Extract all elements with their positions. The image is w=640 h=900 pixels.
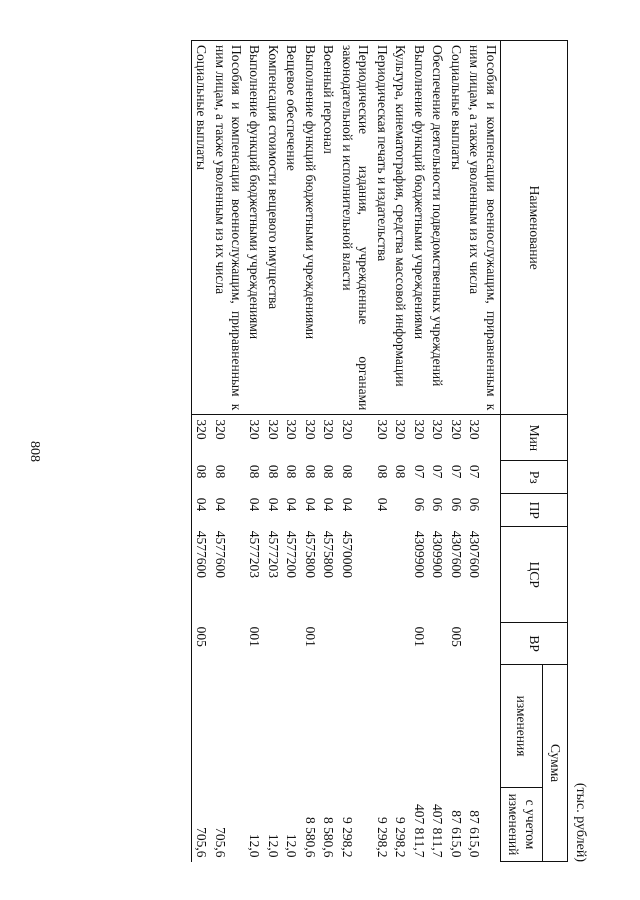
- table-body: [191, 41, 500, 862]
- row-min: 320: [302, 419, 318, 440]
- row-csr: 4307600: [448, 530, 464, 579]
- row-total: 87 615,0: [448, 810, 464, 858]
- row-vr: [319, 623, 337, 665]
- header-pr: ПР: [500, 494, 567, 527]
- row-min: 320: [265, 419, 281, 440]
- row-name: Пособия и компенсации военнослужащим, приравненным к ним лицам, а также уволенным из их числа: [210, 41, 245, 415]
- rotated-page: [42, 10, 602, 890]
- row-vr: [428, 623, 446, 665]
- row-vr: [337, 623, 372, 665]
- row-rz: 08: [212, 464, 228, 479]
- row-rz: 08: [265, 464, 281, 479]
- table-row: [372, 41, 390, 862]
- table-row: [465, 41, 500, 862]
- row-change: [372, 665, 390, 788]
- row-min: 320: [374, 419, 390, 440]
- row-csr: 4309900: [430, 530, 446, 579]
- row-csr: 4577203: [247, 530, 263, 579]
- row-rz: 07: [467, 464, 483, 479]
- row-name: Периодические издания, учрежденные органами законодательной и исполнительной власти: [337, 41, 372, 415]
- row-change: [300, 665, 318, 788]
- row-vr: 005: [448, 626, 464, 647]
- row-pr: 04: [374, 497, 390, 512]
- row-rz: 08: [321, 464, 337, 479]
- table-row: [191, 41, 210, 862]
- row-name: Обеспечение деятельности подведомственных учреждений: [428, 41, 446, 415]
- row-total: 9 298,2: [393, 817, 409, 858]
- row-vr: [264, 623, 282, 665]
- row-total: 8 580,6: [302, 817, 318, 858]
- row-pr: 04: [339, 497, 355, 512]
- page-number: 808: [27, 441, 42, 462]
- row-pr: 04: [247, 497, 263, 512]
- row-total: 705,6: [191, 787, 210, 861]
- table-row: [210, 41, 245, 862]
- row-name: Периодическая печать и издательства: [372, 41, 390, 415]
- row-change: [245, 665, 263, 788]
- row-min: 320: [430, 419, 446, 440]
- row-min: 320: [339, 419, 355, 440]
- table-row: [319, 41, 337, 862]
- row-vr: [210, 623, 245, 665]
- table-row: [264, 41, 282, 862]
- table-row: [337, 41, 372, 862]
- row-total: 9 298,2: [339, 817, 355, 858]
- row-total: 12,0: [247, 833, 263, 858]
- row-csr: [372, 527, 390, 623]
- table-row: [245, 41, 263, 862]
- row-min: 320: [284, 419, 300, 440]
- row-min: 320: [321, 419, 337, 440]
- row-total: 9 298,2: [374, 817, 390, 858]
- header-change: изменения: [500, 665, 542, 788]
- row-rz: 08: [284, 464, 300, 479]
- row-min: 320: [191, 415, 210, 461]
- row-vr: 005: [191, 623, 210, 665]
- header-sum: Сумма: [542, 665, 567, 862]
- row-pr: 04: [284, 497, 300, 512]
- row-rz: 08: [393, 464, 409, 479]
- row-total: 8 580,6: [321, 817, 337, 858]
- row-change: [264, 665, 282, 788]
- row-name: Вещевое обеспечение: [282, 41, 300, 415]
- row-csr: 4309900: [411, 530, 427, 579]
- row-pr: [391, 494, 409, 527]
- table-row: [282, 41, 300, 862]
- row-pr: 04: [302, 497, 318, 512]
- row-rz: 08: [191, 461, 210, 494]
- row-vr: [391, 623, 409, 665]
- row-name: Выполнение функций бюджетными учреждениями: [300, 41, 318, 415]
- row-csr: 4577203: [265, 530, 281, 579]
- row-name: Выполнение функций бюджетными учреждениями: [409, 41, 427, 415]
- header-vr: ВР: [500, 623, 567, 665]
- table-row: [446, 41, 464, 862]
- row-change: [465, 665, 500, 788]
- header-name: Наименование: [500, 41, 567, 415]
- row-change: [191, 665, 210, 788]
- table-row: [391, 41, 409, 862]
- row-csr: 4570000: [339, 530, 355, 579]
- units-label: (тыс. рублей): [573, 782, 588, 862]
- row-vr: [465, 623, 500, 665]
- row-min: 320: [448, 419, 464, 440]
- row-total: 12,0: [265, 833, 281, 858]
- row-total: 407 811,7: [411, 804, 427, 858]
- row-vr: [372, 623, 390, 665]
- row-min: 320: [247, 419, 263, 440]
- row-csr: 4575800: [321, 530, 337, 579]
- row-vr: 001: [302, 626, 318, 647]
- row-vr: [282, 623, 300, 665]
- row-change: [282, 665, 300, 788]
- header-csr: ЦСР: [500, 527, 567, 623]
- row-name: Социальные выплаты: [446, 41, 464, 415]
- row-total: 705,6: [212, 827, 228, 858]
- row-vr: 001: [411, 626, 427, 647]
- row-name: Социальные выплаты: [191, 41, 210, 415]
- row-csr: 4307600: [467, 530, 483, 579]
- row-pr: 04: [321, 497, 337, 512]
- row-rz: 07: [411, 464, 427, 479]
- row-name: Компенсация стоимости вещевого имущества: [264, 41, 282, 415]
- row-csr: 4577200: [284, 530, 300, 579]
- header-rz: Рз: [500, 461, 567, 494]
- row-min: 320: [411, 419, 427, 440]
- row-name: Пособия и компенсации военнослужащим, приравненным к ним лицам, а также уволенным из их числа: [465, 41, 500, 415]
- table-header: [500, 41, 567, 862]
- row-total: 407 811,7: [430, 804, 446, 858]
- header-min: Мин: [500, 415, 567, 461]
- row-name: Выполнение функций бюджетными учреждениями: [245, 41, 263, 415]
- row-min: 320: [467, 419, 483, 440]
- row-change: [409, 665, 427, 788]
- row-pr: 04: [191, 494, 210, 527]
- row-pr: 04: [265, 497, 281, 512]
- table-row: [409, 41, 427, 862]
- row-rz: 08: [247, 464, 263, 479]
- row-rz: 08: [302, 464, 318, 479]
- row-total: 12,0: [284, 833, 300, 858]
- row-name: Военный персонал: [319, 41, 337, 415]
- row-vr: 001: [247, 626, 263, 647]
- row-change: [391, 665, 409, 788]
- header-with-change: с учетом изменений: [500, 787, 542, 861]
- row-pr: 06: [448, 497, 464, 512]
- row-pr: 06: [411, 497, 427, 512]
- row-pr: 06: [467, 497, 483, 512]
- row-pr: 04: [212, 497, 228, 512]
- row-csr: [391, 527, 409, 623]
- row-min: 320: [393, 419, 409, 440]
- row-change: [337, 665, 372, 788]
- row-rz: 08: [339, 464, 355, 479]
- table-row: [428, 41, 446, 862]
- row-csr: 4577600: [212, 530, 228, 579]
- row-change: [319, 665, 337, 788]
- row-name: Культура, кинематография, средства массовой информации: [391, 41, 409, 415]
- row-rz: 07: [430, 464, 446, 479]
- row-change: [446, 665, 464, 788]
- row-change: [428, 665, 446, 788]
- row-rz: 08: [374, 464, 390, 479]
- row-csr: 4577600: [191, 527, 210, 623]
- row-total: 87 615,0: [467, 810, 483, 858]
- row-pr: 06: [430, 497, 446, 512]
- table-row: [300, 41, 318, 862]
- row-csr: 4575800: [302, 530, 318, 579]
- row-change: [210, 665, 245, 788]
- row-min: 320: [212, 419, 228, 440]
- row-rz: 07: [448, 464, 464, 479]
- budget-table: [191, 40, 568, 862]
